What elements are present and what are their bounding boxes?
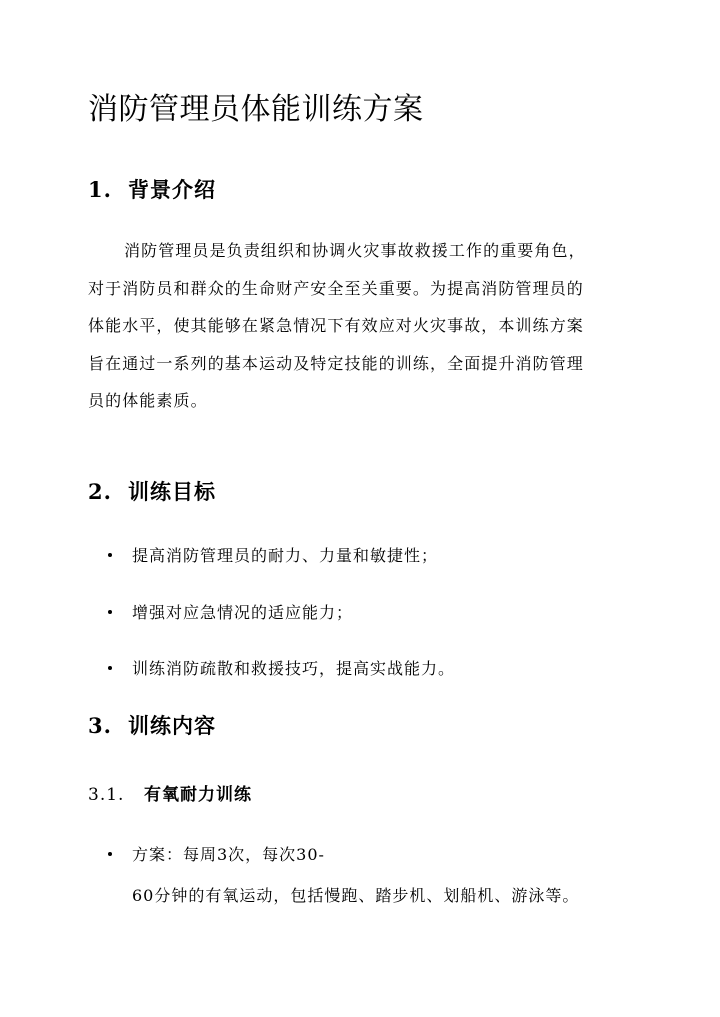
section-2-title: 训练目标: [128, 479, 216, 504]
bullet-dot-icon: [108, 553, 112, 557]
background-paragraph: [88, 232, 636, 420]
list-item: [108, 656, 455, 679]
bullet-dot-icon: [108, 610, 112, 614]
section-1-number: 1.: [88, 177, 112, 202]
section-2-number: 2.: [88, 479, 112, 504]
paragraph-line: 对于消防员和群众的生命财产安全至关重要。为提高消防管理员的: [88, 278, 584, 298]
list-item: [108, 543, 438, 566]
list-item-text: 方案：每周3次，每次30-: [132, 845, 325, 864]
subsection-3-1-heading: [88, 780, 252, 805]
subsection-3-1-title: 有氧耐力训练: [144, 785, 252, 805]
list-item-text: 训练消防疏散和救援技巧，提高实战能力。: [132, 659, 456, 678]
list-item: [108, 600, 353, 623]
section-1-title: 背景介绍: [128, 177, 216, 202]
paragraph-line: 消防管理员是负责组织和协调火灾事故救援工作的重要角色，: [124, 241, 586, 260]
section-2-heading: [88, 476, 216, 506]
subsection-3-1-number: 3.1.: [88, 785, 125, 805]
document-title: 消防管理员体能训练方案: [88, 92, 424, 127]
section-1-heading: [88, 174, 216, 204]
section-3-heading: [88, 710, 216, 740]
list-item-continuation: 60分钟的有氧运动，包括慢跑、踏步机、划船机、游泳等。: [132, 886, 580, 905]
paragraph-line: 体能水平，使其能够在紧急情况下有效应对火灾事故，本训练方案: [88, 316, 584, 335]
section-3-title: 训练内容: [128, 713, 216, 738]
paragraph-line: 旨在通过一系列的基本运动及特定技能的训练，全面提升消防管理: [88, 353, 584, 373]
list-item-text: 增强对应急情况的适应能力；: [132, 603, 354, 622]
bullet-dot-icon: [108, 852, 112, 856]
paragraph-line: 员的体能素质。: [88, 391, 208, 410]
list-item-text: 提高消防管理员的耐力、力量和敏捷性；: [132, 546, 439, 565]
list-item: [108, 842, 325, 865]
section-3-number: 3.: [88, 713, 112, 738]
bullet-dot-icon: [108, 666, 112, 670]
